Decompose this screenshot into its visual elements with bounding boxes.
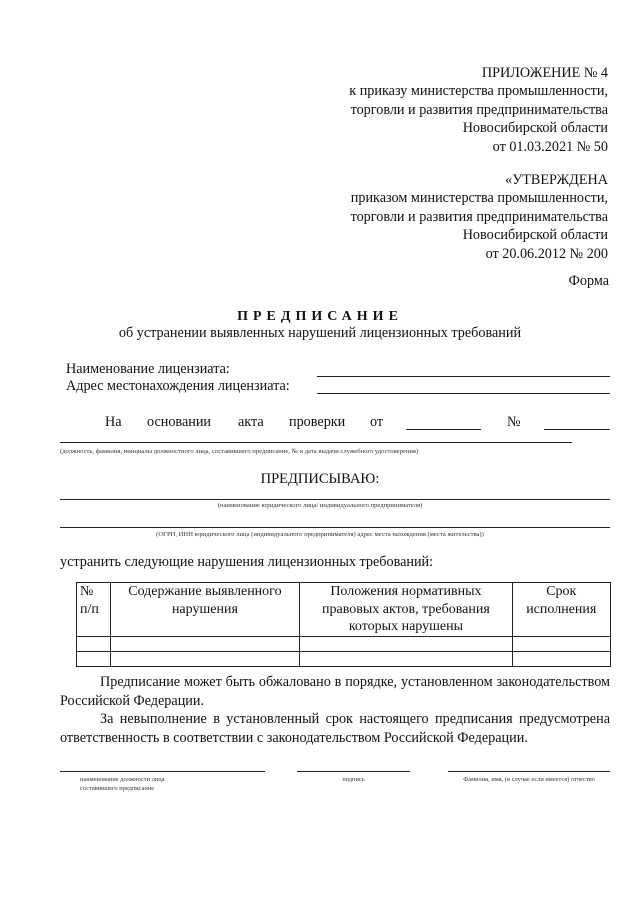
licensee-name-field[interactable] (317, 376, 610, 377)
licensee-address-label: Адрес местонахождения лицензиата: (66, 378, 290, 394)
ogrn-caption: (ОГРН, ИНН юридического лица (индивидуального предпринимателя) адрес места нахождения (места жительства)) (156, 531, 484, 538)
liability-text: За невыполнение в установленный срок настоящего предписания предусмотрена ответственность в соответствии с законодательством Российской Федерации. (60, 711, 610, 746)
official-field[interactable] (60, 442, 572, 443)
table-cell[interactable] (512, 636, 610, 651)
basis-word-on: На (105, 414, 122, 430)
licensee-address-field[interactable] (317, 393, 610, 394)
official-caption: (должность, фамилия, инициалы должностного лица, составившего предписание, № и дата выдачи служебного удостоверения) (60, 448, 419, 455)
entity-field[interactable] (60, 499, 610, 500)
approved-line: от 20.06.2012 № 200 (485, 245, 608, 262)
approved-line: приказом министерства промышленности, (350, 190, 608, 207)
appendix-line: торговли и развития предпринимательства (350, 101, 608, 118)
liability-paragraph (60, 710, 610, 747)
column-header-number: № п/п (77, 583, 111, 637)
document-subtitle: об устранении выявленных нарушений лицензионных требований (118, 325, 522, 341)
table-cell[interactable] (77, 636, 111, 651)
table-header-row (77, 583, 611, 637)
appendix-block (308, 64, 608, 156)
basis-word-from: от (370, 414, 384, 430)
basis-word-basis: основании (147, 414, 212, 430)
name-signature-line[interactable] (448, 771, 610, 772)
form-label: Форма (568, 273, 609, 289)
basis-word-check: проверки (289, 414, 346, 430)
column-header-provisions: Положения нормативных правовых актов, требования которых нарушены (300, 583, 512, 637)
document-title: ПРЕДПИСАНИЕ (237, 309, 403, 324)
appeal-paragraph (60, 673, 610, 710)
entity-caption: (наименование юридического лица/ индивидуального предпринимателя) (217, 502, 423, 509)
act-number-field[interactable] (544, 429, 610, 430)
basis-number-sign: № (507, 414, 521, 430)
ordering-heading: ПРЕДПИСЫВАЮ: (260, 471, 380, 487)
appeal-text: Предписание может быть обжаловано в порядке, установленном законодательством Российской Федерации. (60, 674, 610, 709)
violations-table (76, 582, 611, 667)
approved-line: торговли и развития предпринимательства (350, 208, 608, 225)
approved-line: Новосибирской области (462, 227, 608, 244)
column-header-content: Содержание выявленного нарушения (110, 583, 300, 637)
column-header-deadline: Срок исполнения (512, 583, 610, 637)
basis-word-act: акта (238, 414, 264, 430)
table-cell[interactable] (300, 636, 512, 651)
act-date-field[interactable] (406, 429, 481, 430)
eliminate-text: устранить следующие нарушения лицензионных требований: (60, 554, 434, 570)
appendix-line: ПРИЛОЖЕНИЕ № 4 (481, 65, 608, 81)
approved-block (308, 171, 608, 263)
appendix-line: Новосибирской области (462, 120, 608, 137)
ogrn-field[interactable] (60, 527, 610, 528)
table-cell[interactable] (512, 651, 610, 666)
table-row (77, 636, 611, 651)
table-cell[interactable] (300, 651, 512, 666)
licensee-name-label: Наименование лицензиата: (66, 361, 230, 377)
table-cell[interactable] (77, 651, 111, 666)
name-caption: Фамилия, имя, (в случае если имеется) отчество (463, 776, 595, 783)
table-cell[interactable] (110, 636, 300, 651)
appendix-line: от 01.03.2021 № 50 (492, 138, 608, 155)
signature-line[interactable] (297, 771, 410, 772)
approved-line: «УТВЕРЖДЕНА (505, 172, 608, 188)
table-row (77, 651, 611, 666)
position-signature-line[interactable] (60, 771, 265, 772)
appendix-line: к приказу министерства промышленности, (349, 83, 608, 100)
position-caption: наименование должности лица составившего предписание (80, 776, 165, 792)
table-cell[interactable] (110, 651, 300, 666)
signature-caption: подпись (342, 776, 365, 783)
